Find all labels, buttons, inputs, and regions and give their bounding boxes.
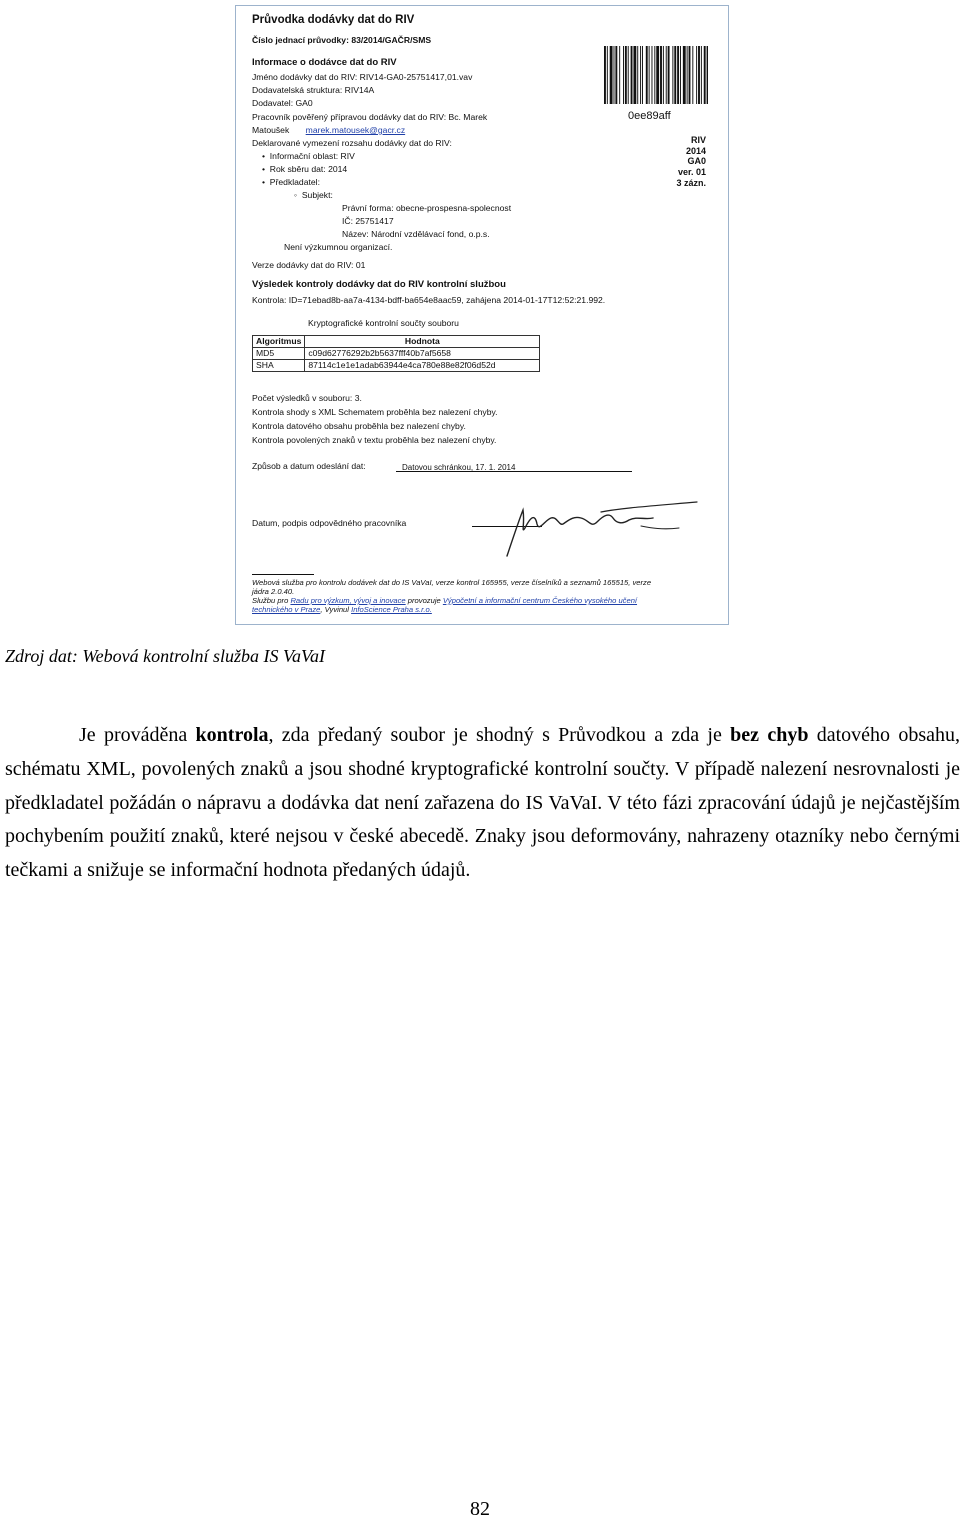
form-worker-email-link[interactable]: marek.matousek@gacr.cz — [305, 125, 406, 135]
form-footer-line1: Webová služba pro kontrolu dodávek dat do IS VaVaI, verze kontrol 165955, verze číselníků a seznamů 165515, verze — [252, 578, 652, 587]
barcode-bar — [666, 46, 667, 104]
form-check-xml: Kontrola shody s XML Schematem proběhla bez nalezení chyby. — [252, 407, 498, 417]
barcode-bar — [656, 46, 659, 104]
hash-table — [252, 335, 540, 372]
footer-link-infoscience[interactable]: InfoScience Praha s.r.o. — [351, 605, 432, 614]
form-bullet-year: • Rok sběru dat: 2014 — [262, 164, 348, 174]
form-title: Průvodka dodávky dat do RIV — [252, 14, 415, 26]
barcode-bar — [625, 46, 627, 104]
barcode-code: 0ee89aff — [628, 110, 671, 122]
form-data-structure: Dodavatelská struktura: RIV14A — [252, 85, 375, 95]
riv-block-line: ver. 01 — [677, 167, 706, 178]
form-results-count: Počet výsledků v souboru: 3. — [252, 393, 362, 403]
footer-link-cvut[interactable]: Výpočetní a informační centrum Českého vysokého učení — [442, 596, 638, 605]
form-submitter: Předkladatel: — [269, 177, 320, 187]
barcode-bar — [683, 46, 686, 104]
barcode-bar — [680, 46, 681, 104]
form-bullet-submitter: • Předkladatel: — [262, 177, 320, 187]
barcode-bar — [633, 46, 636, 104]
barcode-bar — [652, 46, 653, 104]
table-row — [253, 348, 540, 360]
form-signature-label: Datum, podpis odpovědného pracovníka — [252, 518, 407, 528]
barcode-bar — [615, 46, 617, 104]
barcode-bar — [604, 46, 606, 104]
form-check-content: Kontrola datového obsahu proběhla bez nalezení chyby. — [252, 421, 466, 431]
footer-text: Službu pro — [252, 596, 289, 605]
hash-value-cell: c09d62776292b2b5637fff40b7af5658 — [305, 348, 540, 360]
form-send-method-label: Způsob a datum odeslání dat: — [252, 461, 366, 471]
barcode-bar — [696, 46, 697, 104]
barcode-bar — [614, 46, 615, 104]
barcode-bar — [654, 46, 655, 104]
form-check-chars: Kontrola povolených znaků v textu proběhla bez nalezení chyby. — [252, 435, 497, 445]
paragraph-emphasis: kontrola — [195, 724, 269, 746]
form-bullet-subject: ◦ Subjekt: — [294, 190, 333, 200]
barcode-bar — [692, 46, 693, 104]
riv-block — [676, 135, 706, 189]
date-underline — [396, 471, 632, 472]
paragraph-text: datového obsahu, schématu XML, povolených znaků a jsou shodné kryptografické kontrolní součty. V případě nalezení nesrovnalosti je předkladatel požádán o nápravu a dodávka dat není zařazena do IS VaVaI. V této fázi zpracování údajů je nejčastějším pochybením použití znaků, které nejsou v české abecedě. Znaky jsou deformovány, nahrazeny otazníky nebo černými tečkami a snižuje se informační hodnota předaných údajů. — [5, 724, 960, 882]
barcode-bar — [649, 46, 650, 104]
figure-caption: Zdroj dat: Webová kontrolní služba IS VaVaI — [5, 646, 325, 666]
riv-block-line: 3 zázn. — [676, 177, 706, 188]
barcode-bar — [698, 46, 700, 104]
hash-algorithm-cell: MD5 — [253, 348, 305, 360]
form-worker-name: Matoušek — [252, 125, 290, 135]
page-number: 82 — [470, 1498, 490, 1520]
form-bullet-info-area: • Informační oblast: RIV — [262, 151, 355, 161]
scanned-form-image — [235, 5, 729, 625]
paragraph-emphasis: bez chyb — [730, 724, 809, 746]
barcode-bar — [704, 46, 706, 104]
barcode-bar — [677, 46, 679, 104]
footer-text: provozuje — [407, 596, 441, 605]
form-ref-number: Číslo jednací průvodky: 83/2014/GAČR/SMS — [252, 35, 432, 45]
barcode-bar — [619, 46, 620, 104]
barcode-bar — [628, 46, 629, 104]
barcode-bar — [687, 46, 688, 104]
barcode-bar — [607, 46, 608, 104]
barcode-bar — [701, 46, 702, 104]
footer-text: , Vyvinul — [320, 605, 349, 614]
form-control-result-heading: Výsledek kontroly dodávky dat do RIV kontrolní službou — [252, 279, 506, 290]
riv-block-line: RIV — [690, 135, 706, 145]
form-version: Verze dodávky dat do RIV: 01 — [252, 260, 366, 270]
hash-table-header — [253, 336, 540, 348]
hash-algorithm-cell: SHA — [253, 360, 305, 372]
form-crypto-title: Kryptografické kontrolní součty souboru — [308, 318, 459, 328]
form-supplier: Dodavatel: GA0 — [252, 98, 313, 108]
table-row — [253, 360, 540, 372]
hash-col-value: Hodnota — [305, 336, 540, 348]
barcode-bar — [672, 46, 673, 104]
barcode-bar — [646, 46, 648, 104]
form-send-method-value: Datovou schránkou, 17. 1. 2014 — [402, 463, 516, 472]
barcode-bar — [642, 46, 643, 104]
form-worker-name-line — [252, 125, 405, 135]
barcode-image — [604, 46, 708, 104]
form-control-id: Kontrola: ID=71ebad8b-aa7a-4134-bdff-ba654e8aac59, zahájena 2014-01-17T12:52:21.992. — [252, 295, 606, 305]
form-file-name: Jméno dodávky dat do RIV: RIV14-GA0-25751417,01.vav — [252, 72, 473, 82]
form-footer-line3 — [252, 596, 637, 605]
form-section-info: Informace o dodávce dat do RIV — [252, 57, 397, 68]
riv-block-line: GA0 — [687, 156, 706, 167]
riv-block-line: 2014 — [685, 145, 706, 156]
body-paragraph — [5, 719, 960, 888]
barcode-bar — [637, 46, 638, 104]
form-collection-year: Rok sběru dat: 2014 — [269, 164, 348, 174]
barcode-bar — [640, 46, 641, 104]
barcode-bar — [668, 46, 670, 104]
form-worker: Pracovník pověřený přípravou dodávky dat do RIV: Bc. Marek — [252, 112, 488, 122]
form-info-area: Informační oblast: RIV — [269, 151, 355, 161]
hash-col-algorithm: Algoritmus — [253, 336, 305, 348]
barcode-bar — [623, 46, 624, 104]
hash-value-cell: 87114c1e1e1adab63944e4ca780e88e82f06d52d — [305, 360, 540, 372]
form-footer-line4 — [252, 605, 432, 614]
barcode-bar — [674, 46, 676, 104]
barcode-bar — [631, 46, 633, 104]
footer-rule — [252, 574, 314, 575]
form-footer-line2: jádra 2.0.40. — [252, 587, 295, 596]
form-declared-scope: Deklarované vymezení rozsahu dodávky dat do RIV: — [252, 138, 452, 148]
barcode-bar — [610, 46, 613, 104]
barcode-bar — [689, 46, 691, 104]
footer-link-rvvi[interactable]: Radu pro výzkum, vývoj a inovace — [290, 596, 406, 605]
paragraph-text: , zda předaný soubor je shodný s Průvodkou a zda je — [268, 724, 731, 746]
barcode-bar — [707, 46, 708, 104]
form-ico: IČ: 25751417 — [342, 216, 394, 226]
barcode-bar — [660, 46, 662, 104]
paragraph-text: Je prováděna — [79, 724, 196, 746]
form-subject: Subjekt: — [301, 190, 333, 200]
form-org-name: Název: Národní vzdělávací fond, o.p.s. — [342, 229, 490, 239]
barcode-bar — [663, 46, 664, 104]
form-legal-form: Právní forma: obecne-prospesna-spolecnost — [342, 203, 512, 213]
handwritten-signature — [501, 498, 701, 562]
footer-link-cvut-2[interactable]: technického v Praze — [252, 605, 321, 614]
form-not-research-org: Není výzkumnou organizací. — [284, 242, 393, 252]
